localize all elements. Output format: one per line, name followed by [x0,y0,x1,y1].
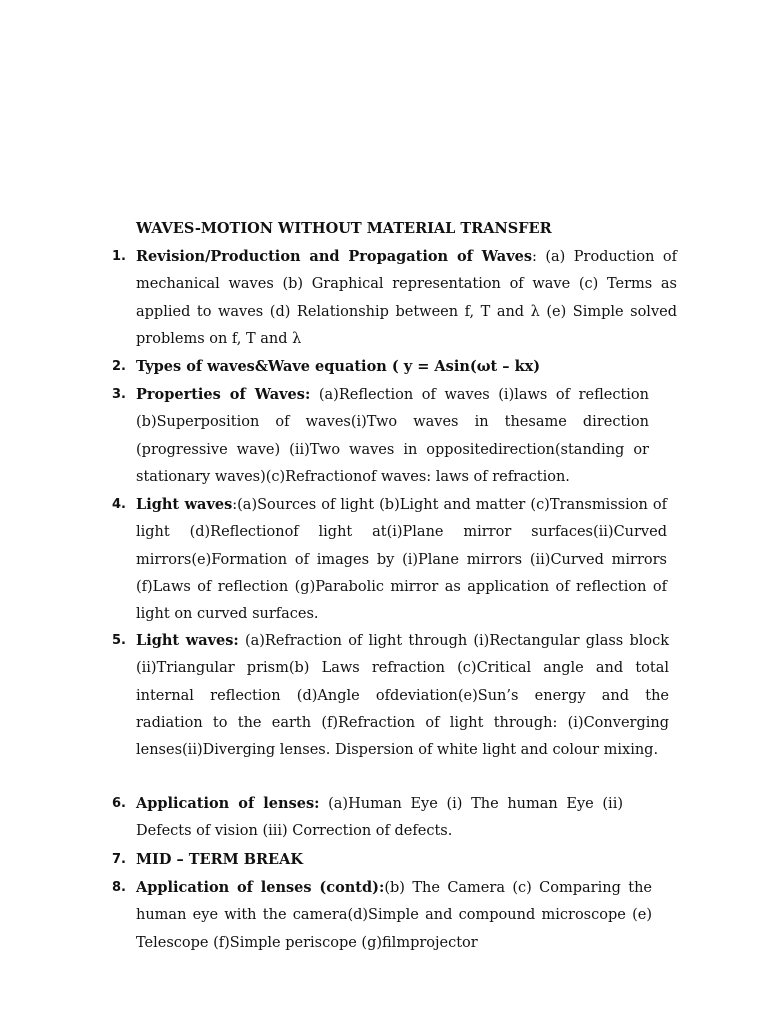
item-number: 5. [112,633,126,648]
item-heading: Types of waves&Wave equation ( y = Asin(ωt – kx) [136,358,541,375]
item-body [136,846,677,874]
item-body [136,353,677,381]
item-body [136,627,669,764]
item-text: :(a)Sources of light (b)Light and matter (c)Transmission of light (d)Reflectionof light at(i)Plane mirror surfaces(ii)Curved mirrors(e)Formation of images by (i)Plane mirrors (ii)Curved mirrors (f)Laws of reflection (g)Parabolic mirror as application of reflection of light on curved surfaces. [136,497,667,623]
item-body [136,381,649,491]
item-number: 1. [112,249,126,264]
item-text: (a)Refraction of light through (i)Rectangular glass block (ii)Triangular prism(b) Laws refraction (c)Critical angle and total internal reflection (d)Angle ofdeviation(e)Sun’s energy and the radiation to the earth (f)Refraction of light through: (i)Converging lenses(ii)Diverging lenses. Dispersion of white light and colour mixing. [136,633,669,759]
item-number: 2. [112,359,126,374]
item-body [136,874,652,957]
item-text: (a)Reflection of waves (i)laws of reflection (b)Superposition of waves(i)Two waves in thesame direction (progressive wave) (ii)Two waves in oppositedirection(standing or stationary waves)(c)Refractionof waves: laws of refraction. [136,387,649,485]
item-heading: Properties of Waves: [136,386,311,403]
item-number: 6. [112,796,126,811]
item-body [136,790,623,846]
item-text: (a)Human Eye (i) The human Eye (ii) Defects of vision (iii) Correction of defects. [136,796,623,840]
item-heading: Light waves: [136,632,239,649]
item-heading: Application of lenses (contd): [136,879,385,896]
item-body [136,491,667,628]
item-number: 8. [112,880,126,895]
document-title: WAVES-MOTION WITHOUT MATERIAL TRANSFER [136,220,552,237]
item-heading: Revision/Production and Propagation of Waves [136,248,533,265]
item-heading: Light waves [136,496,233,513]
item-text: : (a) Production of mechanical waves (b) Graphical representation of wave (c) Terms as applied to waves (d) Relationship between f, T and λ (e) Simple solved problems on f, T and λ [136,249,677,347]
item-text: (b) The Camera (c) Comparing the human eye with the camera(d)Simple and compound microscope (e) Telescope (f)Simple periscope (g)filmprojector [136,880,652,951]
item-number: 7. [112,852,126,867]
item-heading: Application of lenses: [136,795,320,812]
item-number: 4. [112,497,126,512]
item-heading: MID – TERM BREAK [136,851,303,868]
item-number: 3. [112,387,126,402]
item-body [136,243,677,353]
